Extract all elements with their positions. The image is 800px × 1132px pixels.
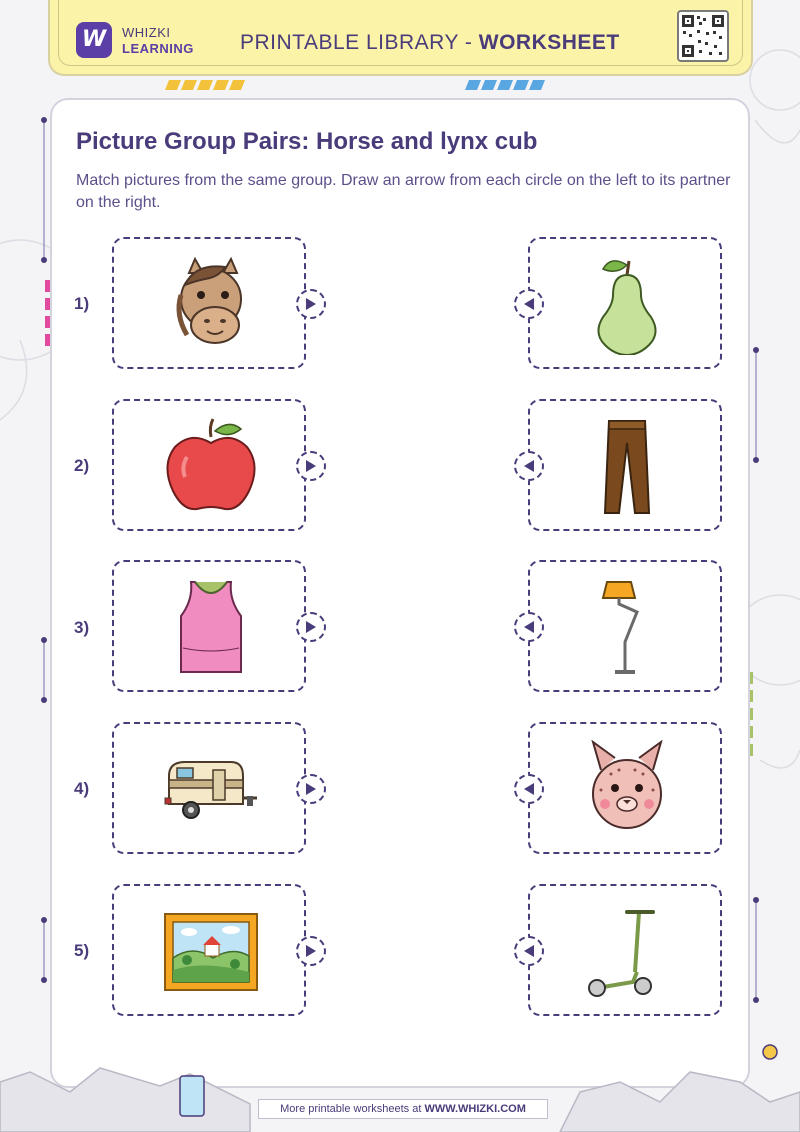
yellow-stripe-decoration — [165, 80, 255, 90]
play-arrow-icon — [305, 298, 317, 310]
whizki-logo-icon[interactable]: W — [76, 22, 112, 58]
play-arrow-left-icon — [523, 298, 535, 310]
framed-landscape-icon — [161, 902, 261, 1002]
left-picture-card-2 — [112, 399, 306, 531]
right-connect-circle-2[interactable] — [514, 451, 544, 481]
footer-prefix: More printable worksheets at — [280, 1103, 425, 1115]
apple-icon — [161, 417, 261, 517]
left-picture-card-5 — [112, 884, 306, 1016]
left-connect-circle-5[interactable] — [296, 936, 326, 966]
row-number-5: 5) — [74, 941, 90, 960]
header-title-prefix: PRINTABLE LIBRARY - — [240, 31, 479, 54]
left-picture-card-1 — [112, 237, 306, 369]
right-picture-card-5 — [528, 884, 722, 1016]
left-connect-circle-2[interactable] — [296, 451, 326, 481]
camper-trailer-icon — [161, 740, 261, 840]
logo-line-2: LEARNING — [122, 41, 194, 56]
worksheet-header — [48, 0, 753, 76]
row-number-1: 1) — [74, 294, 90, 313]
qr-code-graphic — [679, 12, 727, 60]
footer-link-bar[interactable] — [258, 1099, 548, 1119]
left-picture-card-3 — [112, 560, 306, 692]
row-number-3: 3) — [74, 618, 90, 637]
logo-wordmark[interactable] — [122, 25, 194, 57]
play-arrow-left-icon — [523, 460, 535, 472]
left-connect-circle-4[interactable] — [296, 774, 326, 804]
play-arrow-icon — [305, 783, 317, 795]
row-number-2: 2) — [74, 456, 90, 475]
right-picture-card-1 — [528, 237, 722, 369]
header-title — [240, 31, 620, 55]
right-picture-card-4 — [528, 722, 722, 854]
footer-site-link[interactable]: WWW.WHIZKI.COM — [424, 1103, 526, 1115]
blue-stripe-decoration — [465, 80, 555, 90]
trousers-icon — [577, 417, 677, 517]
play-arrow-left-icon — [523, 621, 535, 633]
worksheet-instructions: Match pictures from the same group. Draw an arrow from each circle on the left to its partner on the right. — [76, 172, 731, 211]
tank-top-icon — [161, 578, 261, 678]
right-connect-circle-5[interactable] — [514, 936, 544, 966]
header-title-bold: WORKSHEET — [478, 31, 620, 54]
play-arrow-icon — [305, 621, 317, 633]
play-arrow-icon — [305, 945, 317, 957]
qr-code-icon[interactable] — [677, 10, 729, 62]
left-picture-card-4 — [112, 722, 306, 854]
left-connect-circle-3[interactable] — [296, 612, 326, 642]
row-number-4: 4) — [74, 779, 90, 798]
pear-icon — [577, 255, 677, 355]
play-arrow-left-icon — [523, 945, 535, 957]
right-picture-card-2 — [528, 399, 722, 531]
right-connect-circle-4[interactable] — [514, 774, 544, 804]
left-connect-circle-1[interactable] — [296, 289, 326, 319]
play-arrow-icon — [305, 460, 317, 472]
kick-scooter-icon — [577, 902, 677, 1002]
play-arrow-left-icon — [523, 783, 535, 795]
right-picture-card-3 — [528, 560, 722, 692]
worksheet-title: Picture Group Pairs: Horse and lynx cub — [76, 128, 538, 155]
right-connect-circle-3[interactable] — [514, 612, 544, 642]
right-connect-circle-1[interactable] — [514, 289, 544, 319]
lynx-cub-icon — [577, 740, 677, 840]
floor-lamp-icon — [577, 578, 677, 678]
logo-line-1: WHIZKI — [122, 25, 171, 40]
horse-icon — [161, 255, 261, 355]
